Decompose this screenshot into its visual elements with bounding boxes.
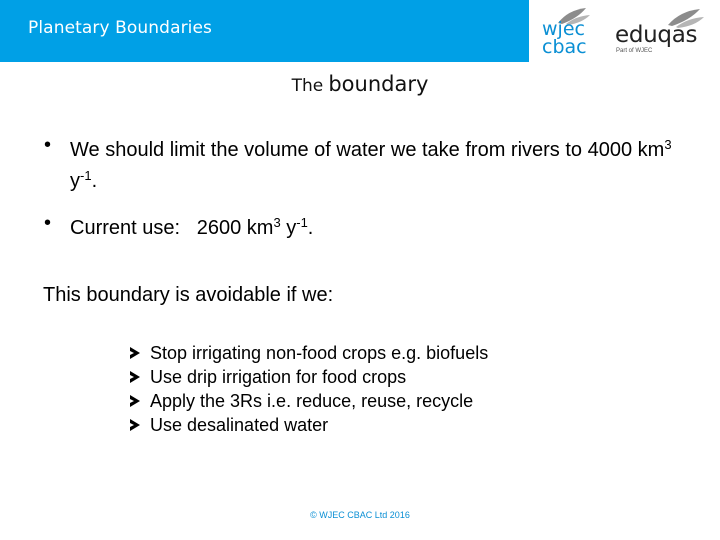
header-bar bbox=[0, 0, 529, 62]
bullet-end: . bbox=[91, 170, 98, 192]
bullet-end: . bbox=[307, 217, 314, 239]
action-list bbox=[130, 341, 488, 437]
action-item bbox=[130, 413, 488, 437]
action-item bbox=[130, 389, 488, 413]
action-text: Use drip irrigation for food crops bbox=[150, 367, 407, 387]
eduqas-logo bbox=[612, 6, 712, 58]
action-item bbox=[130, 365, 488, 389]
wjec-logo bbox=[538, 6, 598, 58]
eduqas-subtext: Part of WJEC bbox=[616, 48, 653, 54]
action-text: Apply the 3Rs i.e. reduce, reuse, recycle bbox=[150, 391, 474, 411]
bullet-list bbox=[44, 132, 684, 241]
bullet-current-use bbox=[44, 210, 684, 241]
bullet-dot: • bbox=[44, 134, 52, 156]
copyright-footer: © WJEC CBAC Ltd 2016 bbox=[310, 510, 410, 520]
bullet-sup: 3 bbox=[664, 137, 672, 152]
bullet-text: Current use: 2600 km bbox=[70, 217, 274, 239]
bullet-text: We should limit the volume of water we take from rivers to 4000 km bbox=[70, 139, 665, 161]
action-text: Use desalinated water bbox=[150, 415, 329, 435]
bullet-unit: y bbox=[280, 217, 297, 239]
subtitle-prefix: The bbox=[291, 76, 324, 96]
bullet-dot: • bbox=[44, 212, 52, 234]
arrow-bullet-icon bbox=[130, 419, 140, 431]
subtitle-word: boundary bbox=[328, 72, 429, 96]
bullet-sup: 3 bbox=[273, 215, 281, 230]
action-text: Stop irrigating non-food crops e.g. biofuels bbox=[150, 343, 489, 363]
header-title: Planetary Boundaries bbox=[28, 18, 213, 38]
wjec-text: wjec bbox=[542, 18, 585, 40]
arrow-bullet-icon bbox=[130, 371, 140, 383]
bullet-sup: -1 bbox=[80, 168, 92, 183]
bullet-limit bbox=[44, 132, 684, 194]
action-item bbox=[130, 341, 488, 365]
cbac-text: cbac bbox=[542, 36, 587, 58]
arrow-bullet-icon bbox=[130, 395, 140, 407]
eduqas-wordmark: eduqas bbox=[615, 22, 698, 48]
bullet-unit: y bbox=[70, 170, 80, 192]
bullet-sup: -1 bbox=[296, 215, 308, 230]
slide-subtitle bbox=[0, 72, 720, 96]
arrow-bullet-icon bbox=[130, 347, 140, 359]
avoidable-heading: This boundary is avoidable if we: bbox=[43, 284, 334, 306]
